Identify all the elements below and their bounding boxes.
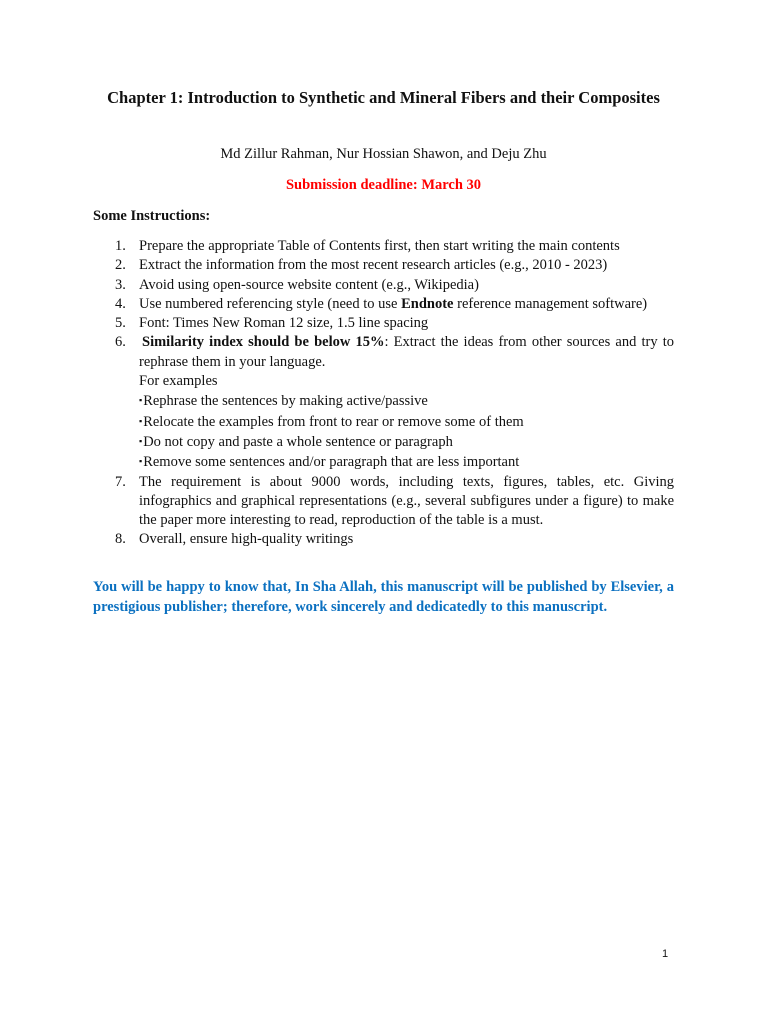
instructions-heading: Some Instructions: (93, 208, 211, 224)
instruction-item-8 (93, 530, 674, 549)
chapter-title: Chapter 1: Introduction to Synthetic and Mineral Fibers and their Composites (107, 88, 660, 107)
item-number: 3. (115, 276, 126, 293)
square-bullet-icon: ▪ (139, 415, 143, 426)
instruction-item-2 (93, 256, 674, 275)
square-bullet-icon: ▪ (139, 456, 143, 467)
item-number: 6. (115, 334, 126, 351)
bullet-text: Relocate the examples from front to rear or remove some of them (143, 413, 524, 430)
instruction-item-3 (93, 276, 674, 295)
item-number: 5. (115, 315, 126, 332)
item-text: Font: Times New Roman 12 size, 1.5 line spacing (139, 315, 429, 332)
publication-note: You will be happy to know that, In Sha Allah, this manuscript will be published by Elsevier, a prestigious publisher; therefore, work sincerely and dedicatedly to this manuscript. (93, 579, 674, 615)
examples-label: For examples (139, 373, 218, 390)
endnote-label: Endnote (401, 295, 454, 312)
example-bullet (139, 452, 674, 472)
item-text-after: reference management software) (453, 295, 648, 312)
square-bullet-icon: ▪ (139, 435, 143, 446)
instruction-item-5 (93, 314, 674, 333)
instruction-item-4 (93, 295, 674, 314)
instruction-item-6 (93, 333, 674, 472)
item-number: 7. (115, 473, 126, 490)
instruction-item-7 (93, 473, 674, 531)
bullet-text: Remove some sentences and/or paragraph that are less important (143, 454, 520, 471)
item-text: The requirement is about 9000 words, including texts, figures, tables, etc. Giving infographics and graphical representations (e.g., several subfigures under a figure) to make the paper more interesting to read, reproduction of the table is a must. (139, 473, 674, 529)
author-list: Md Zillur Rahman, Nur Hossian Shawon, and Deju Zhu (220, 146, 547, 162)
similarity-index-label: Similarity index should be below 15% (142, 334, 385, 351)
instructions-list (93, 237, 674, 550)
submission-deadline: Submission deadline: March 30 (285, 177, 482, 193)
item-number: 2. (115, 257, 126, 274)
item-text: Extract the information from the most recent research articles (e.g., 2010 - 2023) (139, 257, 608, 274)
example-bullet (139, 412, 674, 432)
example-bullet (139, 432, 674, 452)
item-number: 4. (115, 295, 126, 312)
item-text: Overall, ensure high-quality writings (139, 531, 354, 548)
item-number: 1. (115, 238, 126, 254)
item-text: Prepare the appropriate Table of Contents first, then start writing the main contents (139, 238, 620, 254)
item-text: Avoid using open-source website content (e.g., Wikipedia) (139, 276, 479, 293)
instruction-item-1 (93, 237, 674, 256)
item-number: 8. (115, 531, 126, 548)
item-text-before: Use numbered referencing style (need to use (139, 295, 402, 312)
bullet-text: Rephrase the sentences by making active/passive (143, 393, 428, 410)
example-bullet (139, 391, 674, 411)
bullet-text: Do not copy and paste a whole sentence or paragraph (143, 433, 453, 450)
page-number: 1 (662, 948, 669, 960)
item-text-after: : Extract the ideas from other sources and try to rephrase them in your language. (139, 334, 675, 370)
square-bullet-icon: ▪ (139, 395, 143, 406)
